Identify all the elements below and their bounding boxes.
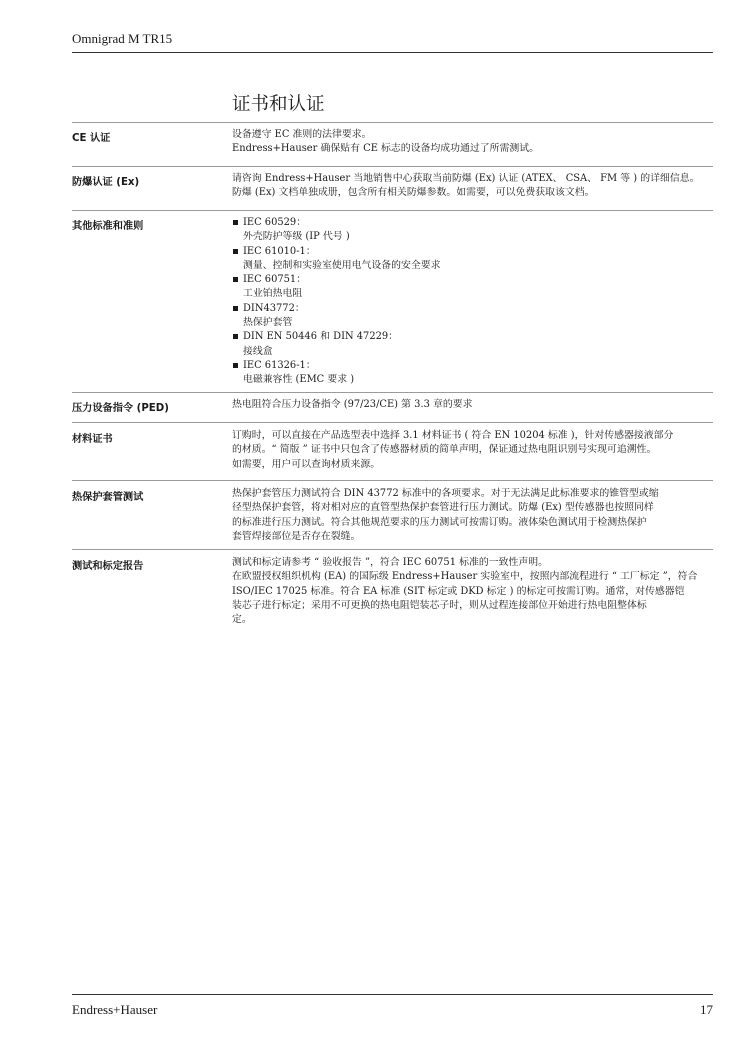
- body-line: 设备遵守 EC 准则的法律要求。: [232, 129, 372, 140]
- body-line: 的标准进行压力测试。符合其他规范要求的压力测试可按需订购。液体染色测试用于检测热保护: [232, 516, 647, 528]
- footer-rule: [72, 994, 713, 995]
- body-line: 防爆 (Ex) 文档单独成册，包含所有相关防爆参数。如需要，可以免费获取该文档。: [232, 187, 595, 199]
- row-body-material: [232, 429, 717, 472]
- list-item: [232, 302, 717, 331]
- standard-code: IEC 60529：: [243, 217, 307, 228]
- footer-brand: Endress+Hauser: [72, 1002, 158, 1017]
- divider: [72, 422, 713, 423]
- row-body-standards: [232, 216, 717, 388]
- body-line: 测试和标定请参考 “ 验收报告 ”，符合 IEC 60751 标准的一致性声明。: [232, 557, 549, 568]
- standard-code: IEC 61010-1：: [243, 245, 316, 257]
- list-item: [232, 359, 717, 388]
- standard-code: DIN EN 50446 和 DIN 47229：: [243, 331, 399, 343]
- divider: [72, 549, 713, 550]
- standard-desc: 热保护套管: [243, 317, 293, 329]
- standard-desc: 电磁兼容性 (EMC 要求 ): [243, 374, 355, 386]
- body-line: 套管焊接部位是否存在裂缝。: [232, 530, 361, 542]
- body-line: 如需要，用户可以查询材质来源。: [232, 458, 381, 470]
- divider: [72, 166, 713, 167]
- row-body-thermowell: [232, 487, 717, 544]
- row-label-ped: 压力设备指令 (PED): [72, 403, 169, 414]
- row-label-ce: CE 认证: [72, 133, 111, 144]
- body-line: 请咨询 Endress+Hauser 当地销售中心获取当前防爆 (Ex) 认证 (ATEX、 CSA、 FM 等 ) 的详细信息。: [232, 173, 700, 184]
- list-item: [232, 273, 717, 302]
- body-line: 订购时，可以直接在产品选型表中选择 3.1 材料证书 ( 符合 EN 10204 标准 )，针对传感器接液部分: [232, 430, 674, 441]
- body-line: 定。: [232, 614, 252, 626]
- standards-list: [232, 216, 717, 388]
- body-line: 的材质。“ 简版 ” 证书中只包含了传感器材质的简单声明，保证通过热电阻识别号实现可追溯性。: [232, 444, 657, 456]
- page-number: 17: [700, 1002, 713, 1017]
- row-label-standards: 其他标准和准则: [72, 221, 144, 232]
- body-line: 热保护套管压力测试符合 DIN 43772 标准中的各项要求。对于无法满足此标准要求的锥管型或缩: [232, 488, 659, 499]
- row-body-ped: [232, 398, 717, 412]
- list-item: [232, 216, 717, 245]
- list-item: [232, 245, 717, 274]
- section-title: 证书和认证: [232, 94, 325, 115]
- standard-desc: 外壳防护等级 (IP 代号 ): [243, 231, 350, 243]
- standard-code: IEC 60751：: [243, 274, 307, 286]
- row-body-ce: [232, 128, 717, 157]
- body-line: 热电阻符合压力设备指令 (97/23/CE) 第 3.3 章的要求: [232, 399, 473, 410]
- body-line: 装芯子进行标定；采用不可更换的热电阻铠装芯子时，则从过程连接部位开始进行热电阻整体标: [232, 599, 647, 611]
- header-rule: [72, 52, 713, 53]
- header-product: Omnigrad M TR15: [72, 31, 173, 46]
- standard-code: DIN43772：: [243, 302, 305, 314]
- body-line: Endress+Hauser 确保贴有 CE 标志的设备均成功通过了所需测试。: [232, 143, 540, 155]
- body-line: 径型热保护套管，将对相对应的直管型热保护套管进行压力测试。防爆 (Ex) 型传感器也按照同样: [232, 502, 654, 514]
- divider: [72, 210, 713, 211]
- row-body-calibration: [232, 556, 717, 627]
- row-body-ex: [232, 172, 717, 201]
- divider: [72, 122, 713, 123]
- divider: [72, 480, 713, 481]
- body-line: 在欧盟授权组织机构 (EA) 的国际级 Endress+Hauser 实验室中，按照内部流程进行 “ 工厂标定 ”，符合: [232, 571, 698, 583]
- standard-desc: 工业铂热电阻: [243, 288, 303, 300]
- standard-desc: 测量、控制和实验室使用电气设备的安全要求: [243, 259, 441, 271]
- standard-code: IEC 61326-1：: [243, 359, 316, 371]
- standard-desc: 接线盒: [243, 345, 273, 357]
- row-label-thermowell: 热保护套管测试: [72, 492, 144, 503]
- row-label-ex: 防爆认证 (Ex): [72, 177, 140, 188]
- divider: [72, 392, 713, 393]
- row-label-material: 材料证书: [72, 434, 113, 445]
- row-label-calibration: 测试和标定报告: [72, 561, 144, 572]
- body-line: ISO/IEC 17025 标准。符合 EA 标准 (SIT 标定或 DKD 标定 ) 的标定可按需订购。通常，对传感器铠: [232, 585, 685, 597]
- list-item: [232, 330, 717, 359]
